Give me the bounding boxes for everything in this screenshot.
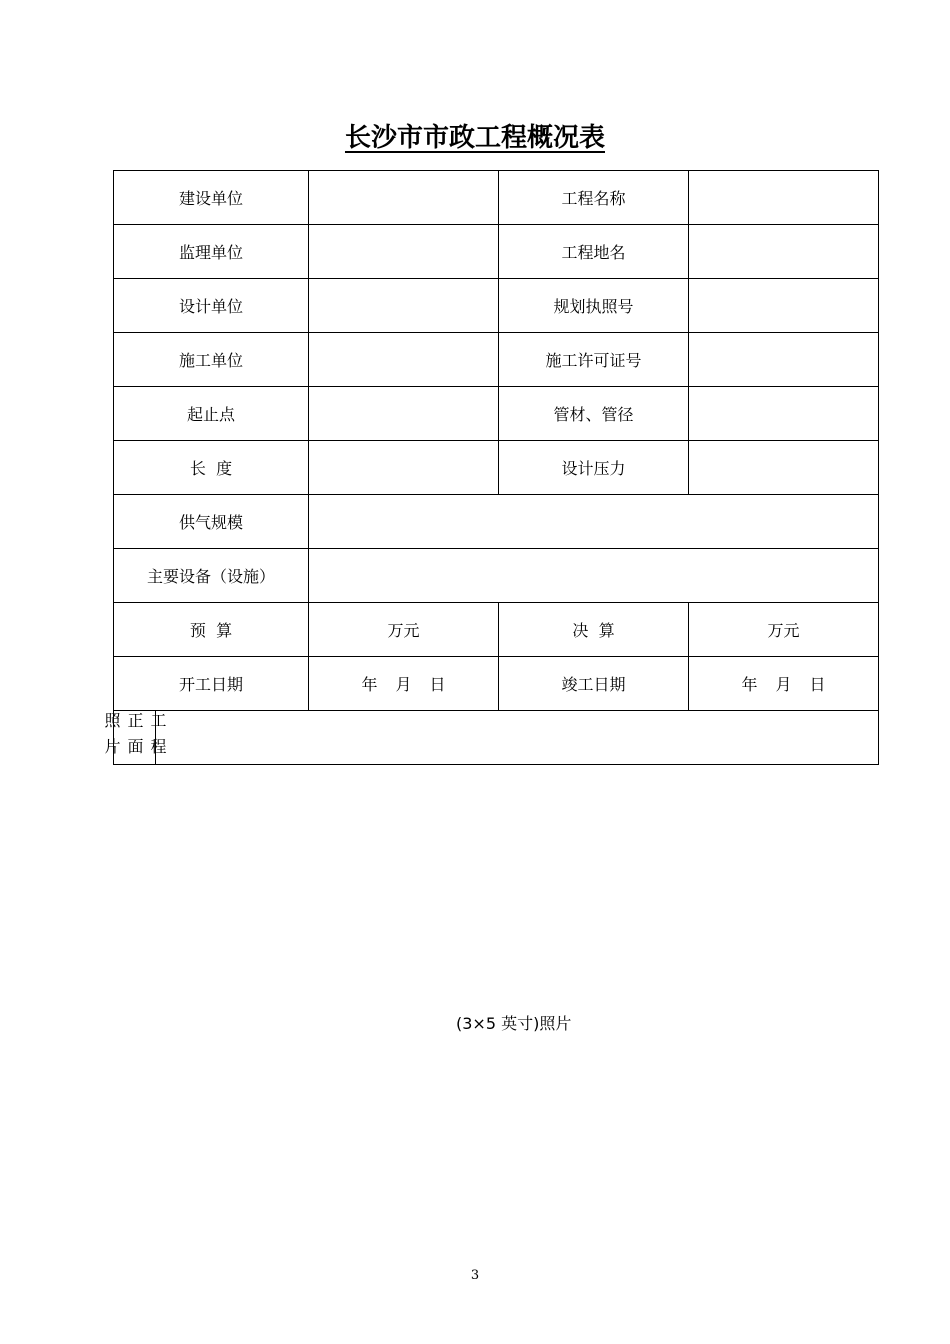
field-project-name[interactable] [689, 171, 879, 225]
label-completion-date: 竣工日期 [499, 657, 689, 711]
label-project-photo: 工程正面照片 [102, 711, 167, 764]
final-account-unit: 万元 [767, 621, 800, 640]
label-pipe-material: 管材、管径 [499, 387, 689, 441]
end-year-label: 年 [741, 675, 758, 694]
field-construction-permit[interactable] [689, 333, 879, 387]
field-gas-supply-scale[interactable] [309, 495, 879, 549]
field-construction-unit[interactable] [309, 171, 499, 225]
label-supervision-unit: 监理单位 [114, 225, 309, 279]
label-start-date: 开工日期 [114, 657, 309, 711]
field-project-location[interactable] [689, 225, 879, 279]
label-construction-unit: 建设单位 [114, 171, 309, 225]
table-row [114, 657, 879, 711]
end-day-label: 日 [809, 675, 826, 694]
field-main-equipment[interactable] [309, 549, 879, 603]
table-row [114, 603, 879, 657]
field-length[interactable] [309, 441, 499, 495]
field-final-account[interactable] [689, 603, 879, 657]
label-length: 长 度 [114, 441, 309, 495]
table-row [114, 441, 879, 495]
field-builder-unit[interactable] [309, 333, 499, 387]
field-budget[interactable] [309, 603, 499, 657]
label-project-name: 工程名称 [499, 171, 689, 225]
field-start-date[interactable] [309, 657, 499, 711]
label-design-pressure: 设计压力 [499, 441, 689, 495]
start-year-label: 年 [361, 675, 378, 694]
field-supervision-unit[interactable] [309, 225, 499, 279]
label-planning-license: 规划执照号 [499, 279, 689, 333]
field-planning-license[interactable] [689, 279, 879, 333]
label-final-account: 决 算 [499, 603, 689, 657]
table-row [114, 495, 879, 549]
label-design-unit: 设计单位 [114, 279, 309, 333]
table-row [114, 279, 879, 333]
start-month-label: 月 [395, 675, 412, 694]
form-title: 长沙市市政工程概况表 [344, 123, 605, 153]
project-photo-area[interactable] [156, 711, 879, 1033]
field-design-unit[interactable] [309, 279, 499, 333]
photo-size-note: (3×5 英寸)照片 [456, 1014, 572, 1033]
table-row [114, 171, 879, 225]
label-budget: 预 算 [114, 603, 309, 657]
label-start-end-points: 起止点 [114, 387, 309, 441]
end-month-label: 月 [775, 675, 792, 694]
budget-unit: 万元 [387, 621, 420, 640]
field-start-end-points[interactable] [309, 387, 499, 441]
field-completion-date[interactable] [689, 657, 879, 711]
label-main-equipment: 主要设备（设施） [114, 549, 309, 603]
label-builder-unit: 施工单位 [114, 333, 309, 387]
label-construction-permit: 施工许可证号 [499, 333, 689, 387]
table-row [114, 387, 879, 441]
table-row [114, 225, 879, 279]
project-overview-table [102, 170, 879, 1033]
field-pipe-material[interactable] [689, 387, 879, 441]
start-day-label: 日 [429, 675, 446, 694]
field-design-pressure[interactable] [689, 441, 879, 495]
table-row [114, 549, 879, 603]
table-row [114, 711, 879, 765]
label-gas-supply-scale: 供气规模 [114, 495, 309, 549]
table-row [114, 333, 879, 387]
label-project-location: 工程地名 [499, 225, 689, 279]
page-number: 3 [470, 1268, 480, 1283]
